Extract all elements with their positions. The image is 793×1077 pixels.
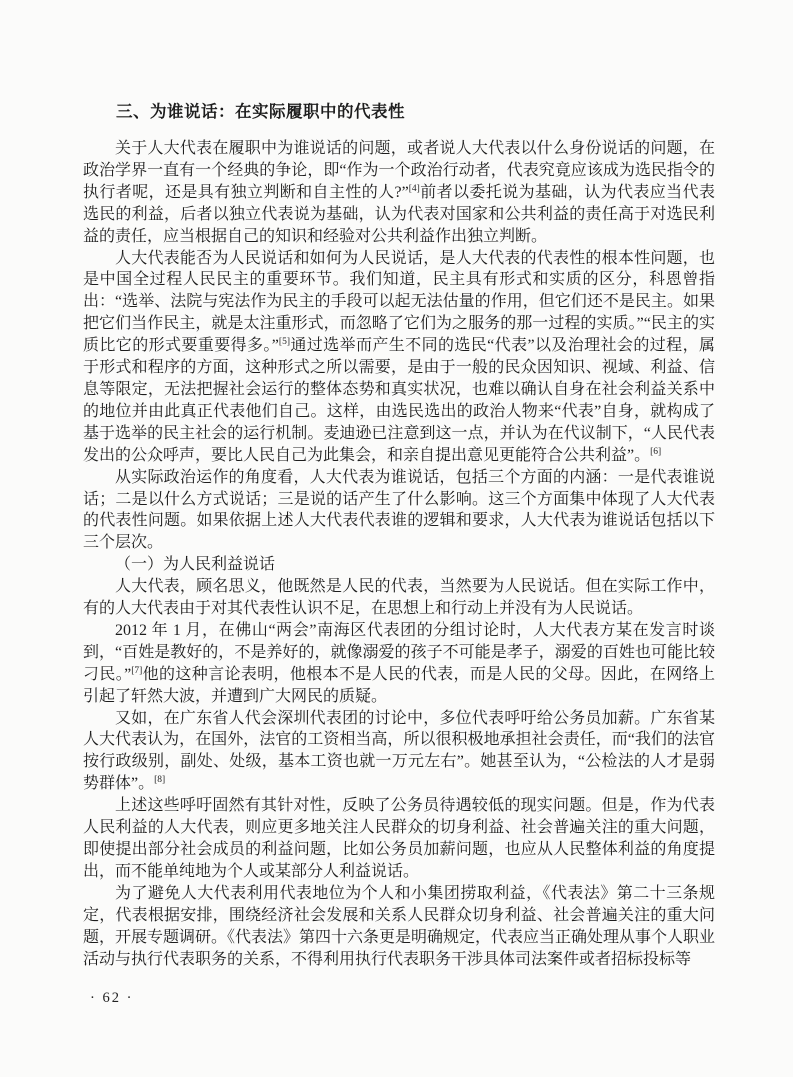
paragraph: [83, 795, 715, 883]
paragraph: [83, 883, 715, 971]
paragraph: [83, 620, 715, 708]
content-blocks: [83, 138, 715, 970]
text-run: 又如，在广东省人代会深圳代表团的讨论中，多位代表呼吁给公务员加薪。广东省某人大代表认为，在国外，法官的工资相当高，所以很积极地承担社会责任，而“我们的法官按行政级别，副处、处级，基本工资也就一万元左右”。她甚至认为，“公检法的人才是弱势群体”。: [83, 709, 715, 793]
text-run: （一）为人民利益说话: [115, 556, 276, 574]
text-run: 2012 年 1 月，在佛山“两会”南海区代表团的分组讨论时，人大代表方某在发言时谈到，“百姓是教好的，不是养好的，就像溺爱的孩子不可能是孝子，溺爱的百姓也可能比较刁民。”: [83, 621, 715, 683]
footnote-ref: [8]: [154, 775, 166, 786]
text-run: 人大代表能否为人民说话和如何为人民说话，是人大代表的代表性的根本性问题，也是中国全过程人民民主的重要环节。我们知道，民主具有形式和实质的区分，科恩曾指出：“选举、法院与宪法作为民主的手段可以起无法估量的作用，但它们还不是民主。如果把它们当作民主，就是太注重形式，而忽略了它们为之服务的那一过程的实质。”“民主的实质比它的形式要重要得多。”: [83, 249, 715, 355]
footnote-ref: [5]: [278, 337, 290, 348]
footnote-ref: [4]: [408, 183, 420, 194]
text-run: 从实际政治运作的角度看，人大代表为谁说话，包括三个方面的内涵：一是代表谁说话；二是以什么方式说话；三是说的话产生了什么影响。这三个方面集中体现了人大代表的代表性问题。如果依据上述人大代表代表谁的逻辑和要求，人大代表为谁说话包括以下三个层次。: [83, 468, 715, 552]
footnote-ref: [7]: [131, 665, 143, 676]
text-run: 上述这些呼吁固然有其针对性，反映了公务员待遇较低的现实问题。但是，作为代表人民利益的人大代表，则应更多地关注人民群众的切身利益、社会普遍关注的重大问题，即使提出部分社会成员的利益问题，比如公务员加薪问题，也应从人民整体利益的角度提出，而不能单纯地为个人或某部分人利益说话。: [83, 797, 715, 880]
paragraph: [83, 138, 715, 248]
text-run: 为了避免人大代表利用代表地位为个人和小集团捞取利益，《代表法》第二十三条规定，代表根据安排，围绕经济社会发展和关系人民群众切身利益、社会普遍关注的重大问题，开展专题调研。《代表法》第四十六条更是明确规定，代表应当正确处理从事个人职业活动与执行代表职务的关系，不得利用执行代表职务干涉具体司法案件或者招标投标等: [83, 884, 716, 968]
text-run: 他的这种言论表明，他根本不是人民的代表，而是人民的父母。因此，在网络上引起了轩然大波，并遭到广大网民的质疑。: [83, 665, 715, 705]
paragraph: [83, 576, 715, 620]
section-heading: 三、为谁说话：在实际履职中的代表性: [116, 102, 405, 121]
text-column: [83, 101, 715, 970]
text-run: 人大代表，顾名思义，他既然是人民的代表，当然要为人民说话。但在实际工作中，有的人大代表由于对其代表性认识不足，在思想上和行动上并没有为人民说话。: [83, 578, 715, 618]
paragraph: [83, 708, 715, 796]
footnote-ref: [6]: [650, 446, 662, 457]
paragraph: [83, 248, 715, 467]
text-run: 通过选举而产生不同的选民“代表”以及治理社会的过程，属于形式和程序的方面，这种形式之所以需要，是由于一般的民众因知识、视域、利益、信息等限定，无法把握社会运行的整体态势和真实状况，也难以确认自身在社会利益关系中的地位并由此真正代表他们自己。这样，由选民选出的政治人物来“代表”自身，就构成了基于选举的民主社会的运行机制。麦迪逊已注意到这一点，并认为在代议制下，“人民代表发出的公众呼声，要比人民自己为此集会，和亲自提出意见更能符合公共利益”。: [83, 337, 715, 464]
subheading: [83, 554, 715, 576]
page-number: · 62 ·: [90, 990, 134, 1006]
text-run: 关于人大代表在履职中为谁说话的问题，或者说人大代表以什么身份说话的问题，在政治学界一直有一个经典的争论，即“作为一个政治行动者，代表究竟应该成为选民指令的执行者呢，还是具有独立判断和自主性的人?”: [83, 140, 715, 201]
paragraph: [83, 467, 715, 555]
text-run: 前者以委托说为基础，认为代表应当代表选民的利益，后者以独立代表说为基础，认为代表对国家和公共利益的责任高于对选民利益的责任，应当根据自己的知识和经验对公共利益作出独立判断。: [83, 183, 715, 245]
